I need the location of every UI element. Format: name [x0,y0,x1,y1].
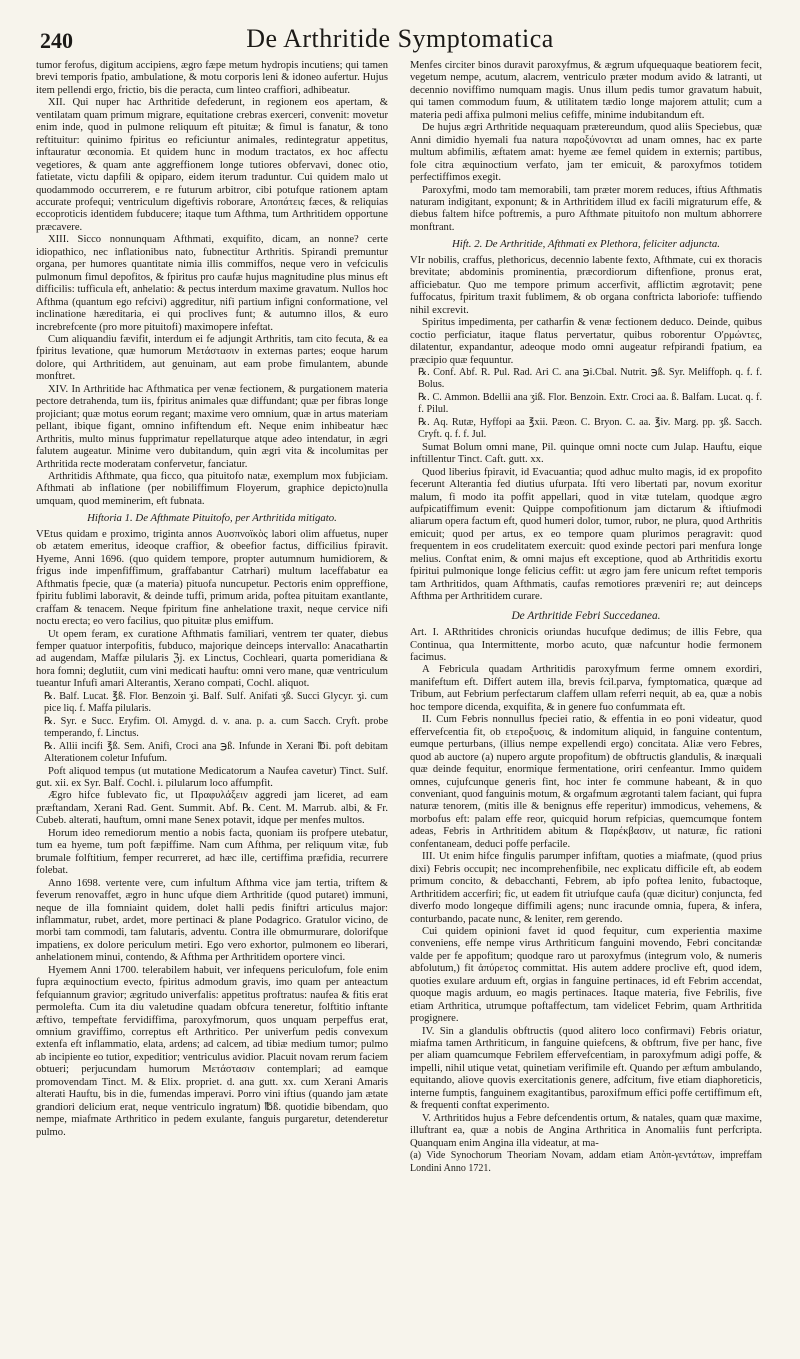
paragraph: VIr nobilis, craffus, plethoricus, decennio labente fexto, Afthmate, cui ex thoracis brevitate; abdominis prominentia, præcordiorum diftenfione, pronus erat, afficiebatur. Quo me tempore primum accerfivit, afflictim ægrotavit; pene fuffocatus, fpiritum traxit fublimem, & ob organa conftricta laboriofe: tuffiendo nihil excrevit. [410,254,762,316]
footnote: (a) Vide Synochorum Theoriam Novam, addam etiam Απὸπ-γεντάτων, impreffam Londini Anno 1721. [410,1150,762,1174]
prescription: ℞. Syr. e Succ. Eryfim. Ol. Amygd. d. v. ana. p. a. cum Sacch. Cryft. probe temperando, f. Linctus. [44,715,388,740]
paragraph: II. Cum Febris nonnullus fpeciei ratio, & effentia in eo poni videatur, quod effervefcentia fit, ob ετεροξυσις, & indomitum aliquid, in fanguine contentum, eumque perturbans, (illius nempe expellendi ergo) concitata. Aliæ vero Febres, quod ab auctore (a) nupero argute propofitum) de obftructis glandulis, & inæquali quæ deinde fequitur, enormique fermentatione, oriri cenfeantur. Immo quidem omnes, cujufcunque generis fint, hoc inter fe commune habeant, & in quo conveniant, quod fanguinis motum, & orgafmum ægrotanti talem faciant, qui fupra naturæ tenorem, (mitis ille & benignus effe reperitur) immodicus, vehemens, & morbofus eft: palam effe reor, quicquid horum refpicias, quemcumque fontem adeas, Febris in Arthritidem abitum & Παρέκβασιν, ut naturæ, fic rationi confentaneam, deduci poffe perfacile. [410,714,762,850]
prescription: ℞. Allii incifi ℥ß. Sem. Anifi, Croci ana ℈ß. Infunde in Xerani ℔i. poft debitam Alterationem coletur Infufum. [44,740,388,765]
paragraph: V. Arthritidos hujus a Febre defcendentis ortum, & natales, quam quæ maxime, illuftrant ea, quæ a nobis de Angina Arthritica in Anomaliis funt perfcripta. Quanquam enim Angina illa videatur, at ma- [410,1112,762,1149]
paragraph: XII. Qui nuper hac Arthritide defederunt, in regionem eos apertam, & ventilatam quam primum migrare, equitatione crebras exerceri, convenit: movetur enim inde, quod in pulmone reliquum eft pituitæ; & fimul is fanatur, & tono reftituitur: quinimo fpiritus eo reficiuntur animales, redintegratur appetitus, inftauratur œconomia. Et quidem hunc in modum tractatos, ex hoc affectu vegetiores, & quam ante aggreffionem longe tutiores obfervavi, donec otio, fatietate, victu dapfili & opiparo, eidem iterum traduntur. Cui quidem malo ut quodammodo occurrerem, e re futurum arbitror, cibi potufque rationem aptam accurate profequi; ventriculum digeftivis roborare, Αποπάτεις fæces, & reliquias eccoproticis identidem fubducere; itaque tum Afthma, tum Arthritidem opportune præcavere. [36,97,388,233]
prescription: ℞. C. Ammon. Bdellii ana ʒiß. Flor. Benzoin. Extr. Croci aa. ß. Balfam. Lucat. q. f. f. Pilul. [418,391,762,416]
paragraph: Quod liberius fpiravit, id Evacuantia; quod adhuc multo magis, id ex propofito fecerunt Alterantia fed diutius ufurpata. Ifti vero libertati par, novum exoritur malum, fi modo ita poffit appellari, quod in vitæ tutelam, quodque ægro aufpicatiffimum evenit: Quippe compofitionum jam dictarum & iftiufmodi aliarum opera factum eft, quod humeri dolor, tumor, rubor, ne plura, quod Arthritis emicuit; quod per artus, ex eo tempore quam plurimos peragravit: quod frequentem in eos crudelitatem exercuit: quod exinde pectori pari menfura longe melius. Conftat enim, & omni majus eft exceptione, quod ab Arthritidis exortu fpiritui pulmonique longe felicius ceffit: ut ægro jam fere unicum reftet temporis tam Arthritidos, quam Afthmatis, caufas remotiores præveniri re; aut deinceps Afthma per Arthritidem curare. [410,466,762,603]
paragraph: Spiritus impedimenta, per catharfin & venæ fectionem deduco. Deinde, quibus coctio perficiatur, itaque flatus pervertatur, quibus roborentur Ο'ρμώντες, dilatentur, expandantur, adeoque modo omni augeatur refpirandi fpatium, ea præcipio quæ fequuntur. [410,317,762,366]
section-heading: De Arthritide Febri Succedanea. [511,609,661,622]
paragraph: Ut opem feram, ex curatione Afthmatis familiari, ventrem ter quater, diebus femper quatuor interpofitis, fubduco, majorique deinceps intervallo: Anacathartin ad augendam, Maffæ pilularis ℨj. ex Linctus, Cochleari, quarta pomeridiana & hora fomni; deglutiit, cum vini medicati hauftu: omni vero mane, quæ ventriculum tueantur Infufi amari Alterantis, Xerano compati, Cochl. aliquot. [36,628,388,690]
prescription: ℞. Conf. Abf. R. Pul. Rad. Ari C. ana ℈i.Cbal. Nutrit. ℈ß. Syr. Meliffoph. q. f. f. Bolus. [418,367,762,391]
paragraph: VEtus quidam e proximo, triginta annos Αυσπνοϊκὸς labori olim affuetus, nuper ob ætatem emeritus, ideoque craffior, & obeefior factus, difficilius fpiravit. Hyeme, Anni 1696. (quo quidem tempore, propter autumnum humidiorem, & frigus inde impenfiffimum, graffabantur Catrhari) multum laceffabatur ea Afthmatis fpecie, quæ (a materia) pituofa nuncupetur. Pectoris enim oppreffione, fpiritu fublimi laboravit, & deinde tuffi, primum arida, poftea pituitam exantlante, craffam & tenacem. Neque fpiritum fine anhelatione traxit, neque cervice nifi noctu erecta; eo vero facilius, quo pituitæ plus emiffum. [36,528,388,628]
paragraph: A Febricula quadam Arthritidis paroxyfmum ferme omnem exordiri, manifeftum eft. Differt autem illa, brevis fcil.parva, fymptomatica, quæque ad Tribum, aut Febrium perfectarum claffem ullam referri nequit, ab ea, quæ a nobis hoc tempore dicenda, exquifita, & in genere fuo confummata eft. [410,664,762,713]
paragraph: Art. I. ARthritides chronicis oriundas hucufque dedimus; de illis Febre, qua Continua, qua Intermittente, morbo acuto, quæ nafcuntur hodie fermonem facimus. [410,627,762,663]
running-title: De Arthritide Symptomatica [246,24,554,53]
page-header [40,10,760,54]
paragraph: XIII. Sicco nonnunquam Afthmati, exquifito, dicam, an nonne? certe idiopathico, nec inflationibus nato, fubnectitur Arthritis. Spirandi premuntur organa, per humores quantitate nimia illis commiffos, neque vero in vefciculis pulmonum fimul depofitos, & fpiritus pro caufæ hujus magnitudine plus minus eft difficilis: tuffìcula eft, anhelatio: & pectus interdum maxime gravatum. Nullos hoc Afthma (quantum ego refcivi) aggreditur, nifi partium infigni conformatione, vel inclinatione hæreditaria, ei qui proclives funt; & autumno illos, & euro increbrefcente (pro more pituitofi) maximopere infeftat. [36,234,388,333]
paragraph: Anno 1698. vertente vere, cum infultum Afthma vice jam tertia, triftem & feverum renovaffet, ægro in hunc ufque diem Arthritide (quod putaret) immuni, neque de illa fomniaint quidem, dolet halli pedis finiftri articulus major: inflammatur, rubet, ardet, more pertinaci & plane Podagrico. Gratulor vicino, de morbi tam commodi, tam falutaris, adventu. Contra ille obmurmurare, dolorifque impatiens, ex dolore periculum metiri. Ego vero exhortor, pulmonem eo liberari, anhelationem minui, contendo, & Afthma per Arthritidem oportere vinci. [36,877,388,964]
paragraph: tumor ferofus, digitum accipiens, ægro fæpe metum hydropis incutiens; qui tamen brevi temporis fpatio, ambulatione, & motu corporis leni & idoneo aufertur. Hujus item pellendi ergo, frictio, bis die peracta, cum linteo craffiori, adhibeatur. [36,60,388,96]
paragraph: Paroxyfmi, modo tam memorabili, tam præter morem reduces, iftius Afthmatis naturam indigitant, exponunt; & in Arthritidem illud ex facili migraturum effe, & diebus faltem hifce poftremis, a puro Afthmate pituitofo non multum abhorrere monftrant. [410,184,762,233]
history-heading: Hift. 2. De Arthritide, Afthmati ex Plethora, feliciter adjuncta. [452,238,720,251]
paragraph: Horum ideo remediorum mentio a nobis facta, quoniam iis profpere utebatur, tum ea hyeme, tum poft fæpiffime. Nam cum Afthma, per reliquum vitæ, fub brumale folftitium, femper recurreret, ad hæc ille, certiffima præfidia, recurrere folebat. [36,827,388,877]
paragraph: III. Ut enim hifce fingulis parumper infiftam, quoties a miafmate, (quod prius dixi) Febris occupit; nec incomprehenfibile, nec explicatu difficile eft, ab eodem primum concito, & debacchanti, Febrem, ab ipfo poftea lenito, fubactoque, Arthritidem accerfiri; fic, ut eadem fit utriufque caufa (quæ dicitur) conjuncta, fed diverfo modo longeque diffimili agens; nunc iracunde omnia, fupera, & infera, conturbando, pacate nunc, & leniter, rem gerendo. [410,851,762,925]
paragraph: Arthritidis Afthmate, qua ficco, qua pituitofo natæ, exemplum mox fubjiciam. Afthmati ab inflatione (per nobiliffimum Floyerum, graphice depicto)nulla umquam, quod meminerim, eft fubnata. [36,470,388,507]
page-number: 240 [40,28,73,53]
paragraph: Ægro hifce fublevato fic, ut Πραφυλάξειν aggredi jam liceret, ad eam præftandam, Xerani Rad. Gent. Summit. Abf. ℞. Cent. M. Marrub. albi, & Fr. Cubeb. alterati, hauftum, omni mane Senex potavit, idque per menfes multos. [36,790,388,827]
paragraph: Sumat Bolum omni mane, Pil. quinque omni nocte cum Julap. Hauftu, eique inftillentur Tinct. Caft. gutt. xx. [410,441,762,466]
paragraph: IV. Sin a glandulis obftructis (quod alitero loco confirmavi) Febris oriatur, miafma tamen Arthriticum, in fanguine quiefcens, & obftrum, five per hanc, five per aliam quamcumque Febrilem effervefcentiam, in paroxyfmum adigi poffe, & impelli, nihil utique vetat, quinetiam verifimile eft. Quando per æftum ambulando, equitando, aliove quovis exercitationis genere, adfcitum, five etiam diaphoreticis, interne fumptis, fanguinem exagitantibus, paroxifmum effici poffe certiffimum eft, & frequenti conftat experimento. [410,1025,762,1112]
paragraph: De hujus ægri Arthritide nequaquam prætereundum, quod aliis Speciebus, quæ Anni dimidio hyemali fua natura παροξύνονται ad unam omnes, hac ex parte multum abfimilis, æftatem amat: hyeme æe femel quidem in externis; partibus, fole citra æquinoctium verfato, jam ter emicuit, & paroxyfmos totidem perfectiffimos exegit. [410,122,762,184]
paragraph: Hyemem Anni 1700. telerabilem habuit, ver infequens periculofum, fole enim fupra æquinoctium evecto, fpiritus admodum gravis, imo quam per anteactum fefquiannum gravior; ægritudo univerfalis: appetitus proftratus: naufea & fitis erat permolefta. Cum ita diu valetudine quadam obfcura teneretur, folftitio inftante æftivo, tempeftate fervidiffima, paroxyfmorum, quos unquam perpeffus erat, omnium graviffimo, correptus eft Arthritico. Per univerfum pedis convexum extenfa eft inflammatio, elata, ardens; ad calcem, ad tibiæ medium tumor; pulmo ab incipiente eo tutior, expeditior; ventriculus avidior. Placuit novam rerum faciem obtueri; perjucundam humorum Μετάστασιν contemplari; ad eamque promovendam Tinct. M. & Elix. propriet. d. ana gutt. xx. cum Xerani Amaris alterati Hauftu, bis in die, fumendas imperavi. Porro vini iftius (quando jam ætate grandiori delicium erat, neque ventriculo ingratum) ℔ß. quotidie bibendam, quo nempe, miafmate Arthritico in pedem exulante, fanguis purgaretur, detenderetur pulmo. [36,964,388,1138]
paragraph: Menfes circiter binos duravit paroxyfmus, & ægrum ufquequaque beatiorem fecit, vegetum nempe, acutum, alacrem, ventriculo præter modum avido & latranti, ut decennio noviffimo numquam magis. Unus illum pedis tumor gravatum habuit, qui tamen commodum fuum, & utilitatem tædio longe majorem attulit; cum a materia pedi affixa pulmoni melius cefiffe, minime indubitandum eft. [410,60,762,121]
history-heading: Hiftoria 1. De Afthmate Pituitofo, per Arthritida mitigato. [87,512,337,525]
right-column [410,60,762,1175]
paragraph: Cum aliquandiu fævifit, interdum ei fe adjungit Arthritis, tam cito fecuta, & ea fpiritus levatione, quæ humorum Μετάστασιν in externas partes; eoque harum dolore, qui Arthritidem, aut genuinam, aut eam probe fimulantem, abunde monftret. [36,333,388,383]
left-column [36,60,388,1139]
prescription: ℞. Aq. Rutæ, Hyffopi aa ℥xii. Pæon. C. Bryon. C. aa. ℥iv. Marg. pp. ʒß. Sacch. Cryft. q. f. f. Jul. [418,416,762,441]
prescription: ℞. Balf. Lucat. ℥ß. Flor. Benzoin ʒi. Balf. Sulf. Anifati ʒß. Succi Glycyr. ʒi. cum pice liq. f. Maffa pilularis. [44,690,388,715]
paragraph: Cui quidem opinioni favet id quod fequitur, cum experientia maxime conveniens, effe nempe virus Arthriticum fanguini movendo, Febri concitandæ valde per fe appofitum; quodque raro ut paroxyfmus (integrum volo, & numeris abfolutum,) fit ἀπύρετος committat. His autem addere proclive eft, quod idem, quoties exulare arduum eft, orgias in fanguine pertinaces, id eft Febrim accendat, quoque magis arduum, eo magis pertinaces. Itaque materia, five Febrilis, five etiam Arthritica, utrumque poftaffectum, tam videlicet Febrim, quam Arthritida progignere. [410,925,762,1025]
paragraph: Poft aliquod tempus (ut mutatione Medicatorum a Naufea cavetur) Tinct. Sulf. gut. xii. ex Syr. Balf. Cochl. i. pilularum loco affumpfit. [36,765,388,789]
paragraph: XIV. In Arthritide hac Afthmatica per venæ fectionem, & purgationem materia pectore detrahenda, tum iis, fpiritus animales quæ diffundant; quæ per fibras longe projiciant; quæ motus eorum regant; maxime vero omnium, quæ in artus materiam pellant, ibique figant, omnino infiftendum eft. Neque enim inhibeatur hæc Arthritis, multo minus fupprimatur repellaturque atque adeo intendatur, in ægri falutem augeatur. Minime vero dubitandum, quin ægri vita & incolumitas per Arthritida recte moderatam confervetur, fanciatur. [36,383,388,470]
